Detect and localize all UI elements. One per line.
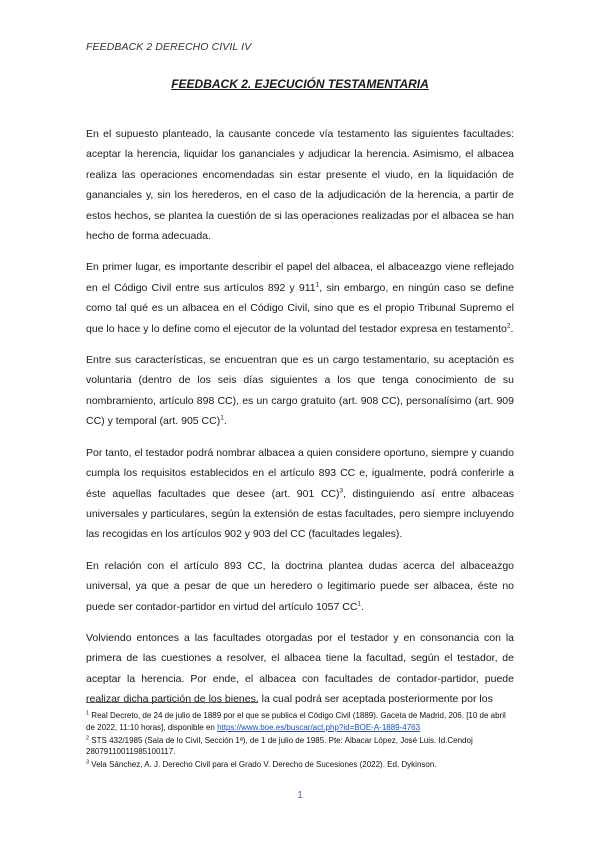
- footnote-3: [86, 759, 514, 771]
- paragraph-4-text-a: Por tanto, el testador podrá nombrar albacea a quien considere oportuno, siempre y cuando cumpla los requisitos establecidos en el artículo 893 CC e, igualmente, podrá conferirle a éste aquellas facultades que desee (art. 901 CC): [86, 446, 514, 500]
- paragraph-1-text: En el supuesto planteado, la causante concede vía testamento las siguientes facultades: aceptar la herencia, liquidar los gananciales y adjudicar la herencia. Asimismo, el albacea realiza las operaciones encomendadas sin estar presente el viudo, en la liquidación de gananciales y, sin los herederos, en el caso de la adjudicación de la herencia, a partir de estos hechos, se plantea la cuestión de si las operaciones realizadas por el albacea se han hecho de forma adecuada.: [86, 128, 514, 243]
- paragraph-6: [86, 628, 514, 710]
- footnote-1-number: 1: [86, 710, 90, 717]
- footnote-ref-3[interactable]: 3: [339, 487, 344, 494]
- footnote-1: [86, 710, 514, 733]
- footnote-ref-1[interactable]: 1: [315, 281, 320, 289]
- paragraph-5-text-a: En relación con el artículo 893 CC, la doctrina plantea dudas acerca del albaceazgo universal, ya que a pesar de que un heredero o legitimario puede ser albacea, éste no puede ser contador-partidor en virtud del artículo 1057 CC: [86, 559, 514, 613]
- paragraph-2-text-c: .: [510, 322, 514, 335]
- footnote-1-text: Real Decreto, de 24 de julio de 1889 por el que se publica el Código Civil (1889). Gaceta de Madrid, 206. [10 de abril de 2022, 11:10 horas], disponible en: [86, 711, 506, 732]
- paragraph-5-text-b: .: [361, 600, 364, 613]
- footnote-3-text: Vela Sánchez, A. J. Derecho Civil para el Grado V. Derecho de Sucesiones (2022). Ed. Dykinson.: [91, 760, 437, 770]
- footnote-ref-2[interactable]: 2: [506, 322, 511, 330]
- paragraph-5: [86, 556, 514, 617]
- paragraph-2-text-b: , sin embargo, en ningún caso se define como tal qué es un albacea en el Código Civil, sino que es el propio Tribunal Supremo el que lo hace y lo define como el ejecutor de la voluntad del testador expresa en testamento: [86, 281, 514, 335]
- paragraph-6-text: Volviendo entonces a las facultades otorgadas por el testador y en consonancia con la primera de las cuestiones a resolver, el albacea tiene la facultad, según el testador, de aceptar la herencia. Por ende, el albacea con facultades de contador-partidor, puede realizar dicha partición de los bienes, la cual podrá ser aceptada posteriormente por los: [86, 631, 514, 706]
- page-number: 1: [297, 789, 303, 801]
- paragraph-3-text-b: .: [223, 415, 227, 428]
- running-header: FEEDBACK 2 DERECHO CIVIL IV: [86, 41, 252, 53]
- footnote-2-number: 2: [86, 735, 90, 742]
- footnote-2-text: STS 432/1985 (Sala de lo Civil, Sección 1ª), de 1 de julio de 1985. Pte: Albacar López, José Luis. Id.Cendoj 28079110011985100117.: [86, 735, 473, 757]
- paragraph-1: [86, 124, 514, 246]
- paragraph-2-text-a: En primer lugar, es importante describir el papel del albacea, el albaceazgo viene reflejado en el Código Civil entre sus artículos 892 y 911: [86, 261, 514, 294]
- paragraph-4: [86, 443, 514, 545]
- footnote-1-link[interactable]: https://www.boe.es/buscar/act.php?id=BOE-A-1889-4763: [217, 722, 421, 732]
- paragraph-4-text-b: , distinguiendo así entre albaceas universales y particulares, según la extensión de estas facultades, pero siempre incluyendo las recogidas en los artículos 902 y 903 del CC (facultades legales).: [86, 487, 514, 541]
- footnote-ref-1c[interactable]: 1: [357, 600, 362, 608]
- footnote-3-number: 3: [86, 759, 90, 766]
- footnotes: [86, 710, 514, 772]
- footnote-2: [86, 735, 514, 758]
- document-body: [86, 124, 514, 721]
- document-title: FEEDBACK 2. EJECUCIÓN TESTAMENTARIA: [171, 77, 429, 91]
- paragraph-3: [86, 350, 514, 432]
- footnote-ref-1b[interactable]: 1: [220, 414, 224, 422]
- paragraph-3-text-a: Entre sus características, se encuentran que es un cargo testamentario, su aceptación es voluntaria (dentro de los seis días siguientes a los que tenga conocimiento de su nombramiento, artículo 898 CC), es un cargo gratuito (art. 908 CC), personalísimo (art. 909 CC) y temporal (art. 905 CC): [86, 354, 514, 428]
- paragraph-2: [86, 257, 514, 339]
- footnote-separator: [86, 702, 258, 703]
